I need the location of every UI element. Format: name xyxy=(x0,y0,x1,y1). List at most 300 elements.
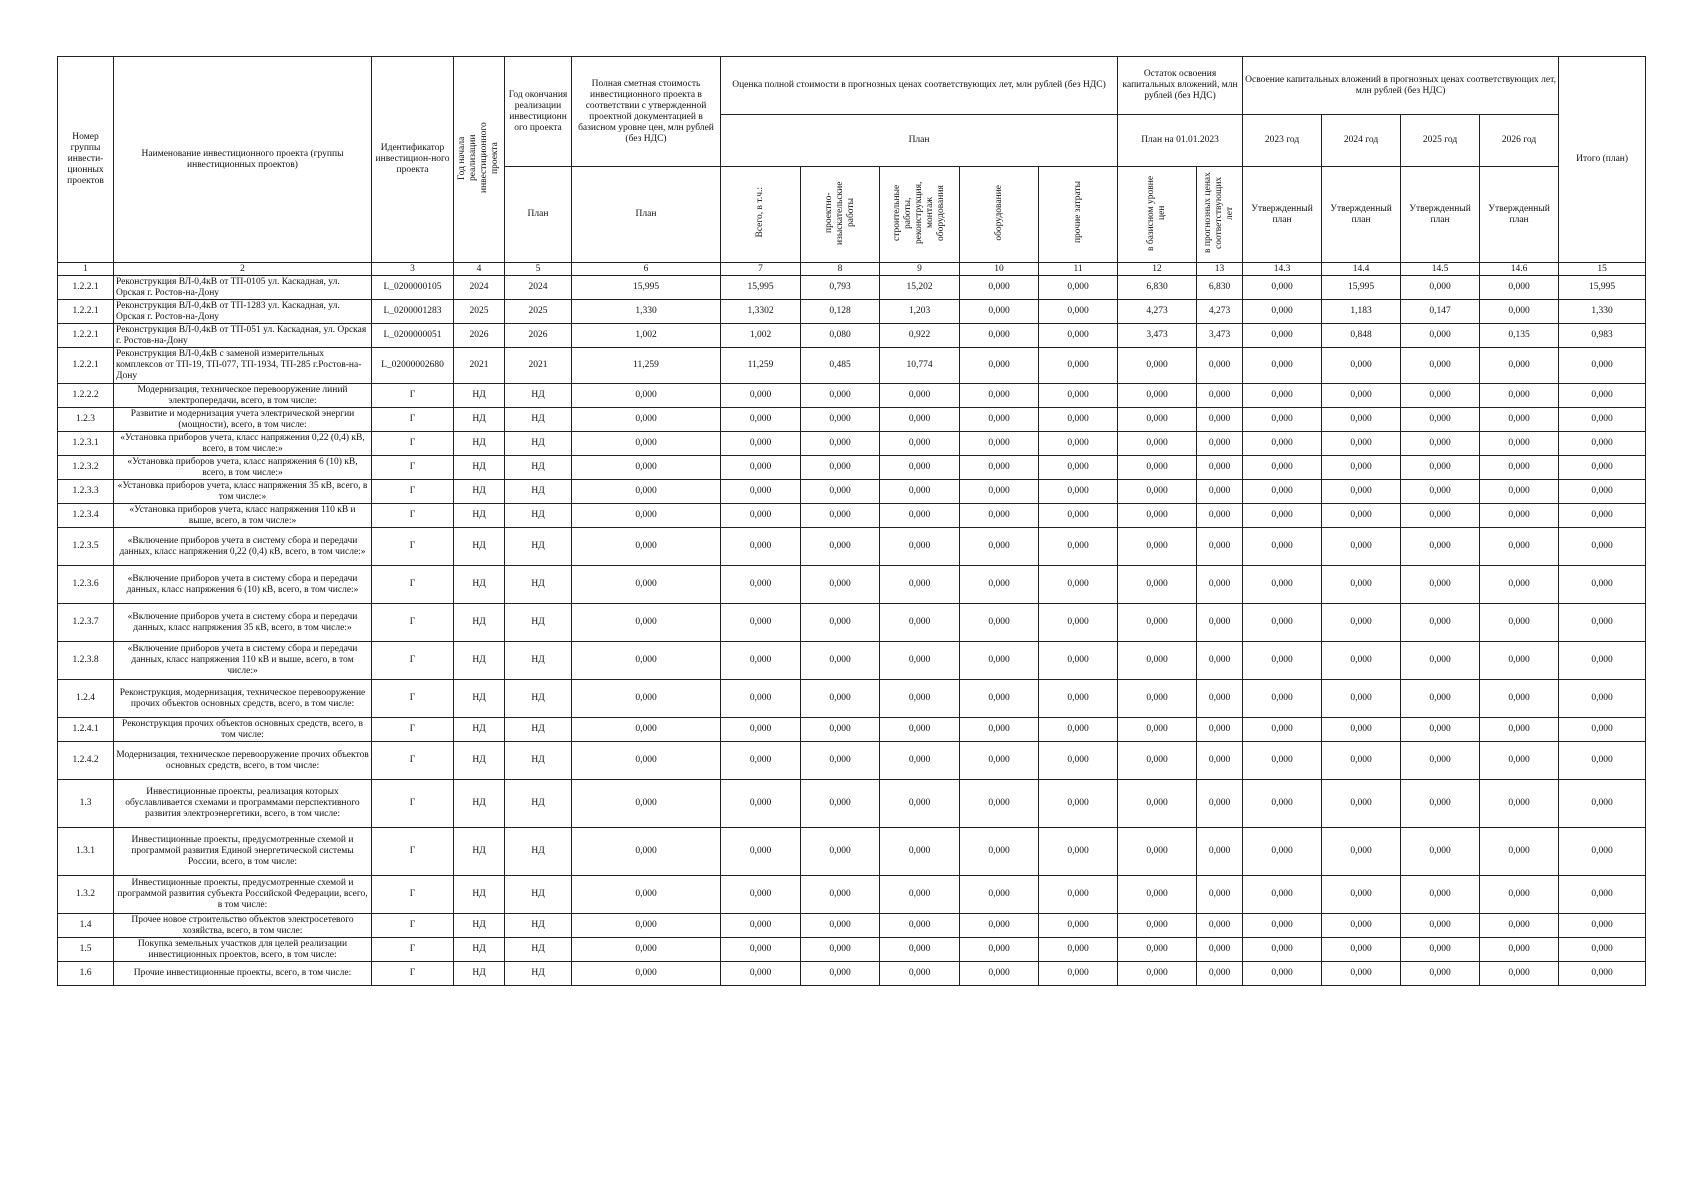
table-cell: 0,000 xyxy=(880,642,960,680)
table-cell: 0,000 xyxy=(1401,938,1480,962)
table-cell: 0,000 xyxy=(1401,642,1480,680)
table-cell: 0,000 xyxy=(1039,276,1118,300)
table-cell: 0,000 xyxy=(1197,828,1243,876)
table-cell: 0,000 xyxy=(880,566,960,604)
group-forecast-cost: Оценка полной стоимости в прогнозных ценах соответствующих лет, млн рублей (без НДС) xyxy=(721,57,1118,115)
group-number-cell: 1.2.2.1 xyxy=(58,324,114,348)
table-cell: 0,000 xyxy=(1480,504,1559,528)
table-cell: 0,000 xyxy=(572,384,721,408)
table-cell: НД xyxy=(454,566,505,604)
table-cell: 2026 xyxy=(505,324,572,348)
table-cell: НД xyxy=(454,642,505,680)
table-cell: НД xyxy=(505,384,572,408)
table-cell: 0,000 xyxy=(960,962,1039,986)
table-cell: 0,000 xyxy=(880,432,960,456)
table-cell: 0,000 xyxy=(1118,718,1197,742)
table-cell: 0,000 xyxy=(1039,742,1118,780)
table-cell: 6,830 xyxy=(1118,276,1197,300)
table-cell: 0,000 xyxy=(1197,742,1243,780)
table-cell: 0,000 xyxy=(1322,938,1401,962)
table-cell: 0,000 xyxy=(1118,938,1197,962)
table-cell: 0,000 xyxy=(960,742,1039,780)
table-cell: 0,000 xyxy=(880,938,960,962)
project-name-cell: Инвестиционные проекты, реализация которых обуславливается схемами и программами перспективного развития электроэнергетики, всего, в том числе: xyxy=(114,780,372,828)
table-cell: 0,000 xyxy=(1401,680,1480,718)
table-cell: 0,128 xyxy=(801,300,880,324)
table-cell: 0,000 xyxy=(1039,962,1118,986)
table-cell: 0,000 xyxy=(1480,718,1559,742)
group-number-cell: 1.3.1 xyxy=(58,828,114,876)
table-cell: 0,000 xyxy=(880,914,960,938)
table-cell: 0,000 xyxy=(880,780,960,828)
col-num: 2 xyxy=(114,263,372,276)
table-row xyxy=(58,348,1646,384)
table-cell: 0,000 xyxy=(1401,504,1480,528)
table-row xyxy=(58,642,1646,680)
table-cell: 0,000 xyxy=(1480,604,1559,642)
table-cell: 0,000 xyxy=(1322,914,1401,938)
table-cell: 0,000 xyxy=(1118,914,1197,938)
table-cell: 0,000 xyxy=(1039,828,1118,876)
table-cell: Г xyxy=(372,528,454,566)
project-name-cell: «Установка приборов учета, класс напряжения 110 кВ и выше, всего, в том числе:» xyxy=(114,504,372,528)
table-cell: 0,000 xyxy=(721,408,801,432)
table-cell: 2021 xyxy=(505,348,572,384)
table-cell: 4,273 xyxy=(1118,300,1197,324)
table-cell: 2025 xyxy=(505,300,572,324)
table-cell: 0,000 xyxy=(572,780,721,828)
table-cell: L_0200000105 xyxy=(372,276,454,300)
table-cell: НД xyxy=(505,432,572,456)
table-cell: 0,000 xyxy=(572,504,721,528)
table-cell: 0,000 xyxy=(1039,480,1118,504)
table-cell: 0,000 xyxy=(960,718,1039,742)
table-cell: 0,000 xyxy=(801,432,880,456)
table-cell: 0,000 xyxy=(1118,876,1197,914)
table-cell: 0,000 xyxy=(1243,408,1322,432)
table-cell: 0,000 xyxy=(1559,718,1646,742)
table-cell: 0,000 xyxy=(1243,456,1322,480)
table-row xyxy=(58,324,1646,348)
col-num: 3 xyxy=(372,263,454,276)
table-cell: 0,000 xyxy=(1197,680,1243,718)
table-cell: 2026 xyxy=(454,324,505,348)
table-cell: 0,000 xyxy=(960,604,1039,642)
table-cell: 0,000 xyxy=(1243,300,1322,324)
group-number-cell: 1.4 xyxy=(58,914,114,938)
table-cell: 0,000 xyxy=(1559,828,1646,876)
table-cell: 0,848 xyxy=(1322,324,1401,348)
table-cell: 0,000 xyxy=(1401,384,1480,408)
table-cell: 3,473 xyxy=(1118,324,1197,348)
table-cell: 0,000 xyxy=(1039,914,1118,938)
col-forecast-prices: в прогнозных ценах соответствующих лет xyxy=(1197,167,1243,263)
table-cell: НД xyxy=(505,742,572,780)
table-cell: 0,000 xyxy=(1559,938,1646,962)
table-cell: 0,000 xyxy=(1243,276,1322,300)
table-cell: 0,000 xyxy=(1243,680,1322,718)
table-cell: 0,000 xyxy=(721,384,801,408)
table-cell: 0,000 xyxy=(572,962,721,986)
table-cell: 0,000 xyxy=(801,680,880,718)
forecast-plan-label: План xyxy=(721,115,1118,167)
table-cell: 0,000 xyxy=(572,718,721,742)
table-cell: 0,000 xyxy=(1243,914,1322,938)
group-number-cell: 1.3.2 xyxy=(58,876,114,914)
table-cell: 0,000 xyxy=(572,604,721,642)
col-equipment: оборудование xyxy=(960,167,1039,263)
table-cell: 0,000 xyxy=(1480,528,1559,566)
table-cell: Г xyxy=(372,780,454,828)
table-cell: НД xyxy=(454,780,505,828)
table-cell: 0,000 xyxy=(960,914,1039,938)
table-cell: 0,000 xyxy=(572,480,721,504)
table-header xyxy=(58,57,1646,276)
table-cell: 0,000 xyxy=(960,456,1039,480)
year-2026: 2026 год xyxy=(1480,115,1559,167)
table-cell: НД xyxy=(505,456,572,480)
table-cell: 0,000 xyxy=(1243,718,1322,742)
table-cell: 0,000 xyxy=(1118,384,1197,408)
table-cell: 0,000 xyxy=(1243,566,1322,604)
group-number-cell: 1.2.2.2 xyxy=(58,384,114,408)
col-num: 1 xyxy=(58,263,114,276)
table-cell: 0,000 xyxy=(721,718,801,742)
table-cell: 0,000 xyxy=(1197,348,1243,384)
table-cell: 0,000 xyxy=(1559,780,1646,828)
table-cell: 0,000 xyxy=(1243,504,1322,528)
table-cell: 0,000 xyxy=(960,276,1039,300)
table-cell: Г xyxy=(372,456,454,480)
table-cell: НД xyxy=(505,828,572,876)
table-cell: 1,330 xyxy=(1559,300,1646,324)
table-cell: 0,000 xyxy=(1401,276,1480,300)
table-cell: 0,000 xyxy=(1243,828,1322,876)
table-cell: 0,000 xyxy=(1243,742,1322,780)
table-cell: 0,000 xyxy=(801,642,880,680)
table-cell: 0,000 xyxy=(1118,456,1197,480)
table-row xyxy=(58,432,1646,456)
table-cell: 0,000 xyxy=(1401,828,1480,876)
col-num: 14.4 xyxy=(1322,263,1401,276)
year-2024: 2024 год xyxy=(1322,115,1401,167)
project-name-cell: Покупка земельных участков для целей реализации инвестиционных проектов, всего, в том числе: xyxy=(114,938,372,962)
table-cell: 0,000 xyxy=(1243,642,1322,680)
table-cell: 0,000 xyxy=(1039,680,1118,718)
table-cell: 0,000 xyxy=(1039,432,1118,456)
table-cell: 0,000 xyxy=(960,300,1039,324)
table-cell: 0,000 xyxy=(1243,938,1322,962)
group-number-cell: 1.2.4.1 xyxy=(58,718,114,742)
table-cell: 0,000 xyxy=(1039,642,1118,680)
table-cell: 0,000 xyxy=(1559,348,1646,384)
table-cell: 0,147 xyxy=(1401,300,1480,324)
table-cell: 0,793 xyxy=(801,276,880,300)
col-num: 6 xyxy=(572,263,721,276)
project-name-cell: Реконструкция, модернизация, техническое перевооружение прочих объектов основных средств, всего, в том числе: xyxy=(114,680,372,718)
table-cell: 0,000 xyxy=(880,408,960,432)
table-cell: НД xyxy=(454,914,505,938)
table-cell: Г xyxy=(372,914,454,938)
table-row xyxy=(58,504,1646,528)
table-cell: 0,000 xyxy=(1322,604,1401,642)
col-total-incl: Всего, в т.ч.: xyxy=(721,167,801,263)
group-number-cell: 1.5 xyxy=(58,938,114,962)
table-cell: 0,000 xyxy=(960,408,1039,432)
col-num: 12 xyxy=(1118,263,1197,276)
table-cell: 0,000 xyxy=(1243,432,1322,456)
table-cell: 0,000 xyxy=(721,504,801,528)
table-cell: 1,3302 xyxy=(721,300,801,324)
table-row xyxy=(58,780,1646,828)
group-number-cell: 1.2.3.1 xyxy=(58,432,114,456)
table-row xyxy=(58,914,1646,938)
table-cell: 0,000 xyxy=(1559,566,1646,604)
year-2025: 2025 год xyxy=(1401,115,1480,167)
project-name-cell: Развитие и модернизация учета электрической энергии (мощности), всего, в том числе: xyxy=(114,408,372,432)
table-cell: 0,000 xyxy=(1559,480,1646,504)
col-num: 14.3 xyxy=(1243,263,1322,276)
table-cell: 6,830 xyxy=(1197,276,1243,300)
group-number-cell: 1.2.3.8 xyxy=(58,642,114,680)
table-cell: НД xyxy=(505,480,572,504)
table-cell: 0,000 xyxy=(960,566,1039,604)
col-num: 14.5 xyxy=(1401,263,1480,276)
table-cell: 0,000 xyxy=(721,604,801,642)
table-cell: 0,000 xyxy=(1401,456,1480,480)
table-cell: НД xyxy=(505,680,572,718)
table-cell: НД xyxy=(454,604,505,642)
table-cell: 0,000 xyxy=(1559,528,1646,566)
table-cell: Г xyxy=(372,962,454,986)
table-cell: 15,995 xyxy=(1322,276,1401,300)
table-cell: 0,000 xyxy=(1322,828,1401,876)
table-cell: 0,000 xyxy=(1401,780,1480,828)
table-row xyxy=(58,456,1646,480)
table-cell: НД xyxy=(454,384,505,408)
table-cell: 0,000 xyxy=(801,962,880,986)
table-cell: 0,000 xyxy=(1559,604,1646,642)
table-cell: 0,000 xyxy=(1480,742,1559,780)
table-cell: 0,000 xyxy=(880,456,960,480)
table-cell: Г xyxy=(372,718,454,742)
table-cell: 0,000 xyxy=(1118,828,1197,876)
table-cell: НД xyxy=(454,962,505,986)
table-cell: 0,000 xyxy=(1197,408,1243,432)
table-cell: 0,000 xyxy=(801,384,880,408)
project-name-cell: Модернизация, техническое перевооружение линий электропередачи, всего, в том числе: xyxy=(114,384,372,408)
table-cell: 0,000 xyxy=(1197,780,1243,828)
table-cell: 0,000 xyxy=(960,384,1039,408)
table-cell: Г xyxy=(372,604,454,642)
group-number-cell: 1.3 xyxy=(58,780,114,828)
table-cell: 0,000 xyxy=(1559,742,1646,780)
table-cell: 0,000 xyxy=(1322,718,1401,742)
project-name-cell: «Установка приборов учета, класс напряжения 0,22 (0,4) кВ, всего, в том числе:» xyxy=(114,432,372,456)
table-cell: 10,774 xyxy=(880,348,960,384)
table-row xyxy=(58,528,1646,566)
table-cell: 0,000 xyxy=(572,742,721,780)
table-cell: 0,000 xyxy=(1559,384,1646,408)
group-remaining: Остаток освоения капитальных вложений, млн рублей (без НДС) xyxy=(1118,57,1243,115)
project-name-cell: «Включение приборов учета в систему сбора и передачи данных, класс напряжения 0,22 (0,4) кВ, всего, в том числе:» xyxy=(114,528,372,566)
table-cell: НД xyxy=(505,604,572,642)
table-cell: Г xyxy=(372,938,454,962)
project-name-cell: Реконструкция ВЛ-0,4кВ от ТП-1283 ул. Каскадная, ул. Орская г. Ростов-на-Дону xyxy=(114,300,372,324)
table-cell: НД xyxy=(454,456,505,480)
table-cell: 0,000 xyxy=(721,528,801,566)
table-cell: НД xyxy=(454,528,505,566)
table-row xyxy=(58,938,1646,962)
table-cell: 0,000 xyxy=(1480,938,1559,962)
table-cell: 0,000 xyxy=(1118,408,1197,432)
table-cell: 0,000 xyxy=(801,828,880,876)
table-row xyxy=(58,480,1646,504)
table-row xyxy=(58,566,1646,604)
table-cell: 0,000 xyxy=(1039,876,1118,914)
table-cell: 0,000 xyxy=(1322,876,1401,914)
table-cell: 0,000 xyxy=(572,914,721,938)
table-cell: 0,000 xyxy=(1559,504,1646,528)
table-cell: 15,202 xyxy=(880,276,960,300)
table-cell: НД xyxy=(505,642,572,680)
table-cell: 0,000 xyxy=(1480,432,1559,456)
table-cell: Г xyxy=(372,642,454,680)
table-cell: 0,000 xyxy=(1243,528,1322,566)
table-cell: 0,000 xyxy=(1243,384,1322,408)
project-name-cell: Инвестиционные проекты, предусмотренные схемой и программой развития Единой энергетической системы России, всего, в том числе: xyxy=(114,828,372,876)
table-cell: 0,485 xyxy=(801,348,880,384)
table-cell: 0,000 xyxy=(1322,432,1401,456)
group-number-cell: 1.2.4 xyxy=(58,680,114,718)
table-cell: 0,000 xyxy=(1197,962,1243,986)
table-cell: 0,000 xyxy=(1401,876,1480,914)
table-cell: 0,000 xyxy=(1480,384,1559,408)
table-cell: 0,000 xyxy=(572,528,721,566)
approved-2023: Утвержденный план xyxy=(1243,167,1322,263)
table-cell: 0,000 xyxy=(1197,456,1243,480)
table-cell: 0,000 xyxy=(960,780,1039,828)
table-cell: 0,000 xyxy=(1401,566,1480,604)
table-cell: 0,000 xyxy=(960,324,1039,348)
table-cell: НД xyxy=(505,504,572,528)
table-cell: 0,000 xyxy=(880,528,960,566)
table-cell: 1,002 xyxy=(721,324,801,348)
table-cell: НД xyxy=(454,504,505,528)
table-cell: 0,000 xyxy=(1197,528,1243,566)
project-name-cell: Реконструкция прочих объектов основных средств, всего, в том числе: xyxy=(114,718,372,742)
table-cell: 0,000 xyxy=(801,408,880,432)
table-cell: 0,000 xyxy=(1118,480,1197,504)
table-cell: 0,000 xyxy=(880,742,960,780)
table-cell: 0,000 xyxy=(880,876,960,914)
table-cell: 15,995 xyxy=(1559,276,1646,300)
table-cell: 0,000 xyxy=(1559,914,1646,938)
table-cell: 11,259 xyxy=(721,348,801,384)
table-cell: 0,000 xyxy=(1559,456,1646,480)
table-cell: 0,000 xyxy=(960,348,1039,384)
table-cell: 0,000 xyxy=(572,876,721,914)
table-cell: 0,000 xyxy=(1480,642,1559,680)
table-cell: НД xyxy=(505,938,572,962)
table-cell: 0,000 xyxy=(1243,780,1322,828)
table-cell: 0,000 xyxy=(1480,876,1559,914)
table-cell: 0,000 xyxy=(880,828,960,876)
project-name-cell: Модернизация, техническое перевооружение прочих объектов основных средств, всего, в том числе: xyxy=(114,742,372,780)
table-cell: 0,000 xyxy=(1322,384,1401,408)
table-cell: 0,000 xyxy=(1039,300,1118,324)
group-number-cell: 1.2.3.3 xyxy=(58,480,114,504)
table-cell: 1,330 xyxy=(572,300,721,324)
table-cell: 0,000 xyxy=(721,432,801,456)
table-cell: 0,000 xyxy=(721,566,801,604)
table-cell: 0,000 xyxy=(1480,914,1559,938)
year-2023: 2023 год xyxy=(1243,115,1322,167)
project-name-cell: Прочее новое строительство объектов электросетевого хозяйства, всего, в том числе: xyxy=(114,914,372,938)
table-cell: 0,922 xyxy=(880,324,960,348)
table-cell: 0,000 xyxy=(1480,962,1559,986)
table-cell: 0,000 xyxy=(1480,680,1559,718)
table-cell: 0,000 xyxy=(1197,432,1243,456)
table-cell: 0,000 xyxy=(1197,642,1243,680)
column-number-row xyxy=(58,263,1646,276)
table-cell: НД xyxy=(505,528,572,566)
table-cell: 0,000 xyxy=(721,480,801,504)
table-cell: 0,000 xyxy=(1401,324,1480,348)
approved-2026: Утвержденный план xyxy=(1480,167,1559,263)
table-cell: 0,000 xyxy=(572,456,721,480)
table-cell: 15,995 xyxy=(572,276,721,300)
table-cell: 0,000 xyxy=(1197,604,1243,642)
project-name-cell: Прочие инвестиционные проекты, всего, в том числе: xyxy=(114,962,372,986)
table-cell: НД xyxy=(454,480,505,504)
table-cell: 0,000 xyxy=(721,680,801,718)
table-cell: 0,000 xyxy=(880,480,960,504)
col-num: 5 xyxy=(505,263,572,276)
table-row xyxy=(58,680,1646,718)
table-cell: 0,000 xyxy=(1401,962,1480,986)
table-cell: 0,000 xyxy=(1322,566,1401,604)
table-cell: 0,000 xyxy=(721,456,801,480)
end-year-plan: План xyxy=(505,167,572,263)
investment-table xyxy=(57,56,1646,986)
table-cell: 0,000 xyxy=(1118,504,1197,528)
table-cell: 0,000 xyxy=(1401,408,1480,432)
table-cell: 0,000 xyxy=(1559,876,1646,914)
project-name-cell: Реконструкция ВЛ-0,4кВ с заменой измерительных комплексов от ТП-19, ТП-077, ТП-1934, ТП-285 г.Ростов-на-Дону xyxy=(114,348,372,384)
table-cell: НД xyxy=(454,432,505,456)
table-cell: 0,000 xyxy=(960,528,1039,566)
table-cell: 2024 xyxy=(454,276,505,300)
col-other-costs: прочие затраты xyxy=(1039,167,1118,263)
table-cell: 0,000 xyxy=(572,642,721,680)
table-cell: 0,000 xyxy=(880,604,960,642)
table-cell: Г xyxy=(372,566,454,604)
table-cell: 0,000 xyxy=(880,504,960,528)
table-cell: 0,000 xyxy=(1401,432,1480,456)
table-cell: L_0200000051 xyxy=(372,324,454,348)
table-cell: 0,000 xyxy=(572,432,721,456)
table-cell: 0,000 xyxy=(1559,962,1646,986)
table-cell: 0,000 xyxy=(960,642,1039,680)
table-cell: 0,000 xyxy=(721,962,801,986)
table-cell: НД xyxy=(505,876,572,914)
table-cell: 0,000 xyxy=(1322,408,1401,432)
table-cell: 0,000 xyxy=(1322,504,1401,528)
col-construction: строительные работы, реконструкция, монтаж оборудования xyxy=(880,167,960,263)
table-cell: 0,000 xyxy=(1118,642,1197,680)
col-num: 9 xyxy=(880,263,960,276)
